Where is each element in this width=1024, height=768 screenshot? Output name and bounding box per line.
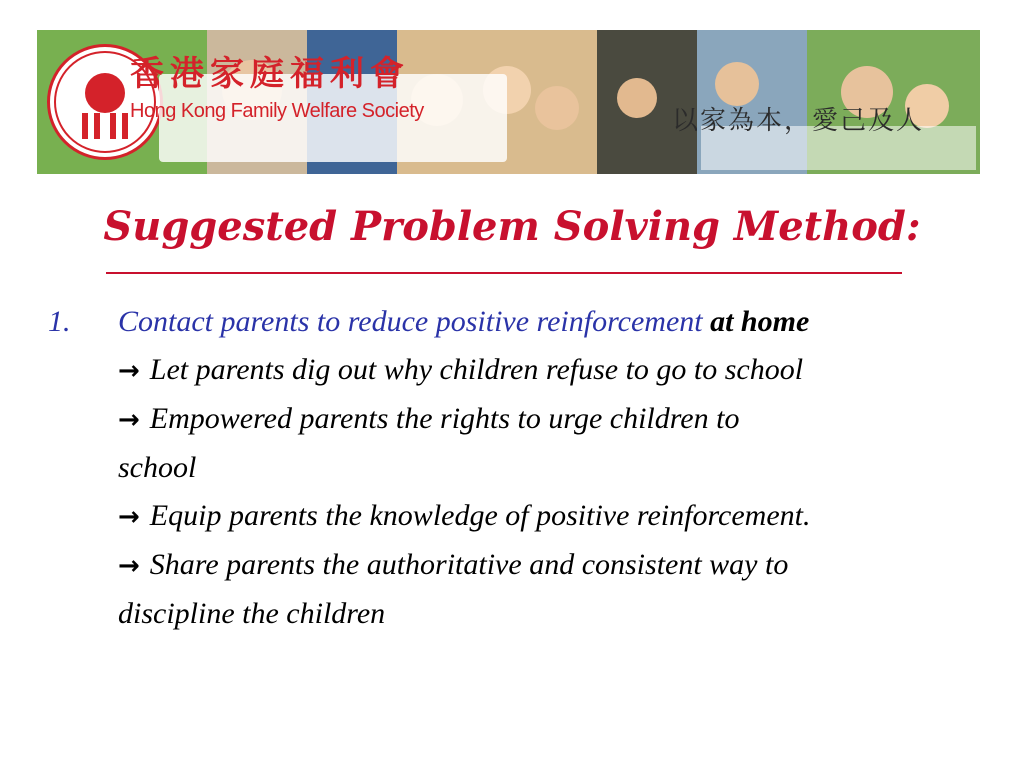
heading-blue-text: Contact parents to reduce positive reinforcement: [118, 305, 703, 338]
arrow-right-icon: →: [118, 502, 140, 532]
org-name-english: Hong Kong Family Welfare Society: [130, 100, 424, 122]
sub-point: [118, 395, 978, 444]
arrow-right-icon: →: [118, 405, 140, 435]
heading-black-text: at home: [710, 305, 810, 338]
list-item-heading-text: [118, 298, 809, 346]
sub-point-continuation: [118, 444, 978, 492]
slide-content: [48, 298, 978, 638]
sub-point-continuation: [118, 590, 978, 638]
sub-point-text: Let parents dig out why children refuse to go to school: [149, 353, 804, 386]
sub-point-text: discipline the children: [118, 597, 386, 630]
sub-point-text: Equip parents the knowledge of positive reinforcement.: [149, 499, 811, 532]
banner-slogan: 以家為本，愛己及人: [672, 106, 925, 136]
sub-point-text: Empowered parents the rights to urge children to: [149, 402, 740, 435]
arrow-right-icon: →: [118, 551, 140, 581]
list-item-heading: [48, 298, 978, 346]
slide-title: Suggested Problem Solving Method:: [103, 203, 921, 250]
arrow-right-icon: →: [118, 356, 140, 386]
org-name-chinese: 香港家庭福利會: [130, 54, 410, 94]
sub-point-text: school: [118, 451, 197, 484]
sub-point: [118, 541, 978, 590]
title-underline: [106, 272, 902, 274]
list-item-number: 1.: [48, 305, 71, 338]
sub-point: [118, 492, 978, 541]
sub-point: [118, 346, 978, 395]
sub-point-text: Share parents the authoritative and consistent way to: [149, 548, 789, 581]
